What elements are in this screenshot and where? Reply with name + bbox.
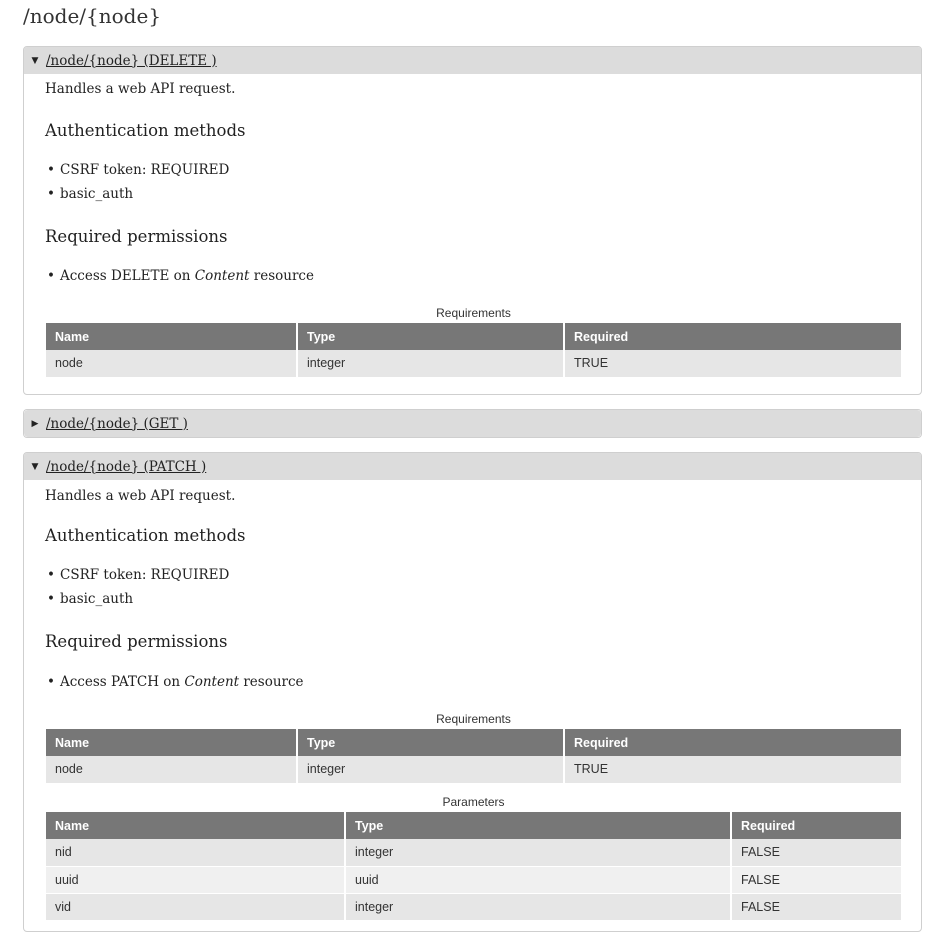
- auth-heading: Authentication methods: [45, 121, 246, 140]
- endpoint-summary-patch[interactable]: [24, 453, 921, 480]
- cell-required: TRUE: [564, 756, 901, 783]
- cell-required: FALSE: [731, 893, 901, 920]
- endpoint-panel-delete: [23, 46, 922, 395]
- cell-type: uuid: [345, 866, 731, 893]
- table-row: [46, 350, 901, 377]
- requirements-table: [46, 323, 901, 378]
- endpoint-summary-link[interactable]: /node/{node} (GET ): [46, 415, 188, 432]
- endpoint-description: Handles a web API request.: [45, 488, 236, 504]
- column-header-type: Type: [297, 729, 564, 756]
- permissions-list: [45, 670, 304, 694]
- cell-type: integer: [345, 893, 731, 920]
- endpoint-panel-get: [23, 409, 922, 438]
- parameters-table-wrap: [46, 793, 901, 921]
- permissions-heading: Required permissions: [45, 227, 228, 246]
- cell-name: vid: [46, 893, 345, 920]
- parameters-table: [46, 812, 901, 921]
- column-header-required: Required: [731, 812, 901, 839]
- permission-suffix: resource: [249, 268, 314, 284]
- permission-prefix: Access DELETE on: [60, 268, 195, 284]
- column-header-type: Type: [345, 812, 731, 839]
- cell-name: uuid: [46, 866, 345, 893]
- column-header-name: Name: [46, 812, 345, 839]
- permission-resource: Content: [194, 268, 250, 284]
- column-header-required: Required: [564, 323, 901, 350]
- table-row: [46, 893, 901, 920]
- auth-methods-list: [45, 563, 229, 611]
- auth-method-item: • basic_auth: [45, 182, 229, 206]
- cell-name: node: [46, 756, 297, 783]
- endpoint-panel-patch: [23, 452, 922, 932]
- permission-item: [45, 264, 314, 288]
- auth-heading: Authentication methods: [45, 526, 246, 545]
- parameters-caption: Parameters: [442, 795, 505, 809]
- auth-method-item: • CSRF token: REQUIRED: [45, 563, 229, 587]
- cell-type: integer: [297, 350, 564, 377]
- endpoint-description: Handles a web API request.: [45, 81, 236, 97]
- cell-type: integer: [297, 756, 564, 783]
- column-header-name: Name: [46, 323, 297, 350]
- cell-type: integer: [345, 839, 731, 866]
- permission-item: [45, 670, 304, 694]
- column-header-name: Name: [46, 729, 297, 756]
- page-title: /node/{node}: [23, 4, 162, 28]
- endpoint-summary-delete[interactable]: [24, 47, 921, 74]
- endpoint-summary-link[interactable]: /node/{node} (PATCH ): [46, 458, 207, 475]
- permissions-list: [45, 264, 314, 288]
- endpoint-summary-get[interactable]: [24, 410, 921, 437]
- requirements-caption: Requirements: [436, 712, 511, 726]
- triangle-right-icon: ▶: [31, 418, 39, 429]
- permission-suffix: resource: [239, 674, 304, 690]
- requirements-table: [46, 729, 901, 784]
- permissions-heading: Required permissions: [45, 632, 228, 651]
- table-row: [46, 756, 901, 783]
- auth-method-item: • CSRF token: REQUIRED: [45, 158, 229, 182]
- table-row: [46, 839, 901, 866]
- cell-name: nid: [46, 839, 345, 866]
- auth-method-item: • basic_auth: [45, 587, 229, 611]
- requirements-table-wrap: [46, 304, 901, 378]
- column-header-type: Type: [297, 323, 564, 350]
- triangle-down-icon: ▼: [31, 461, 39, 472]
- endpoint-summary-link[interactable]: /node/{node} (DELETE ): [46, 52, 217, 69]
- cell-required: TRUE: [564, 350, 901, 377]
- requirements-caption: Requirements: [436, 306, 511, 320]
- cell-name: node: [46, 350, 297, 377]
- column-header-required: Required: [564, 729, 901, 756]
- permission-prefix: Access PATCH on: [60, 674, 185, 690]
- table-row: [46, 866, 901, 893]
- requirements-table-wrap: [46, 710, 901, 784]
- triangle-down-icon: ▼: [31, 55, 39, 66]
- cell-required: FALSE: [731, 839, 901, 866]
- cell-required: FALSE: [731, 866, 901, 893]
- permission-resource: Content: [184, 674, 240, 690]
- auth-methods-list: [45, 158, 229, 206]
